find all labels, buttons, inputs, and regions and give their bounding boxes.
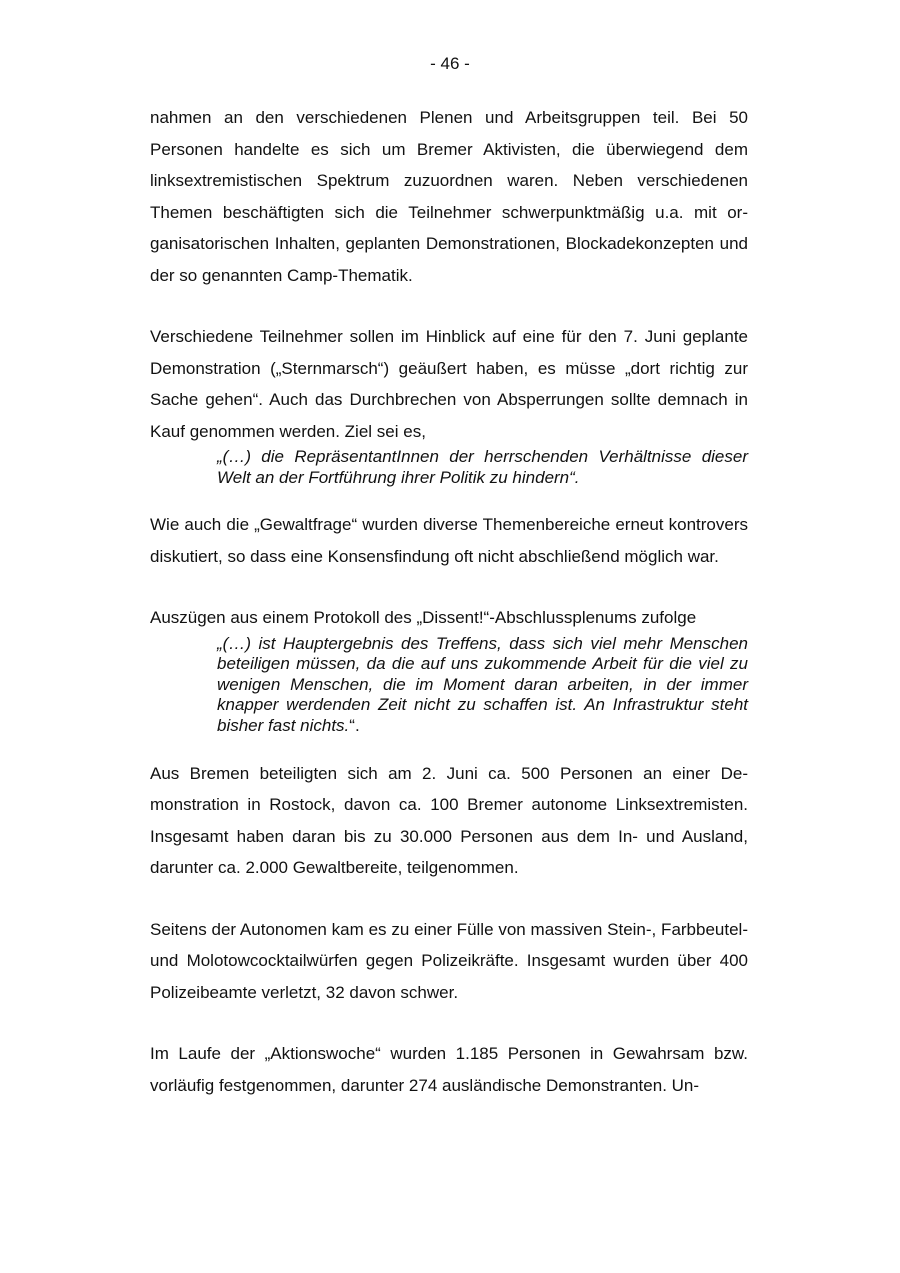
block-quote-2 <box>217 634 748 737</box>
paragraph-3: Wie auch die „Gewaltfrage“ wurden diverse Themenbereiche erneut kontrovers diskutiert, so dass eine Konsensfindung oft nicht abschließend möglich war. <box>150 515 748 566</box>
paragraph-7: Im Laufe der „Aktionswoche“ wurden 1.185 Personen in Gewahrsam bzw. vorläufig festgenommen, darunter 274 ausländische Demonstranten. Un- <box>150 1044 748 1095</box>
block-quote-2-tail: “. <box>349 716 360 736</box>
paragraph-6: Seitens der Autonomen kam es zu einer Fülle von massiven Stein-, Farbbeutel- und Molotowcocktailwürfen gegen Polizeikräfte. Insgesamt wurden über 400 Polizeibeamte verletzt, 32 davon schwer. <box>150 919 748 1002</box>
paragraph-spacer <box>150 488 748 509</box>
paragraph-spacer <box>150 1008 748 1038</box>
paragraph-1: nahmen an den verschiedenen Plenen und Arbeitsgruppen teil. Bei 50 Personen handelte es sich um Bremer Aktivisten, die überwiegend dem linksextremistischen Spektrum zuzuordnen waren. Neben verschiedenen Themen beschäftigten sich die Teilnehmer schwerpunktmäßig u.a. mit organisatorischen Inhalten, geplanten Demonstrationen, Blockadekonzepten und der so genannten Camp-Thematik. <box>150 108 748 285</box>
paragraph-2: Verschiedene Teilnehmer sollen im Hinblick auf eine für den 7. Juni geplante Demonstration („Sternmarsch“) geäußert haben, es müsse „dort richtig zur Sache gehen“. Auch das Durchbrechen von Absperrungen sollte demnach in Kauf genommen werden. Ziel sei es, <box>150 327 748 441</box>
paragraph-5: Aus Bremen beteiligten sich am 2. Juni ca. 500 Personen an einer Demonstration in Rostock, davon ca. 100 Bremer autonome Linksextremisten. Insgesamt haben daran bis zu 30.000 Personen aus dem In- und Ausland, darunter ca. 2.000 Gewaltbereite, teilgenommen. <box>150 763 748 878</box>
paragraph-spacer <box>150 884 748 914</box>
paragraph-spacer <box>150 737 748 758</box>
paragraph-4: Auszügen aus einem Protokoll des „Dissent!“-Abschlussplenums zufolge <box>150 608 697 628</box>
paragraph-spacer <box>150 572 748 602</box>
block-quote-2-text: „(…) ist Hauptergebnis des Treffens, dass sich viel mehr Menschen beteiligen müssen, da die auf uns zukommende Arbeit für die viel zu wenigen Menschen, die im Moment daran arbeiten, in der immer knapper werdenden Zeit nicht zu schaffen ist. An Infrastruktur steht bisher fast nichts. <box>217 633 748 736</box>
block-quote-1: „(…) die RepräsentantInnen der herrschenden Verhältnisse dieser Welt an der Fortführung ihrer Politik zu hindern“. <box>217 447 748 487</box>
page-number: - 46 - <box>430 54 470 73</box>
paragraph-spacer <box>150 291 748 321</box>
document-body <box>150 102 748 1101</box>
